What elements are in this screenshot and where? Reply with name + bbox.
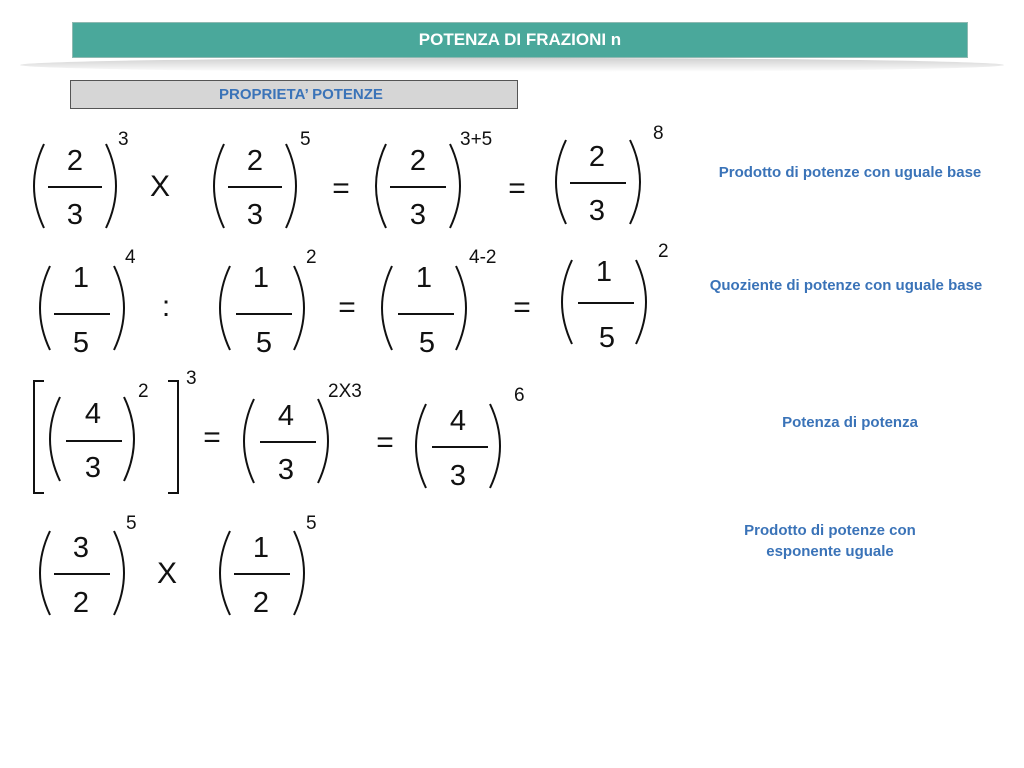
numerator: 1	[595, 256, 613, 288]
operator: =	[203, 421, 221, 454]
exponent: 3+5	[460, 129, 493, 150]
denominator: 2	[72, 587, 90, 619]
denominator: 5	[72, 327, 90, 359]
exponent: 5	[126, 513, 137, 534]
numerator: 1	[415, 262, 433, 294]
fraction-bar	[236, 313, 292, 315]
fraction-bar	[234, 573, 290, 575]
fraction-bar	[390, 186, 446, 188]
exponent: 2	[138, 381, 149, 402]
numerator: 4	[277, 400, 295, 432]
fraction-bar	[54, 573, 110, 575]
rule-label-line-2: esponente uguale	[766, 543, 894, 560]
numerator: 3	[72, 532, 90, 564]
operator: X	[149, 170, 171, 203]
fraction-bar	[578, 302, 634, 304]
exponent: 2	[306, 247, 317, 268]
denominator: 5	[598, 322, 616, 354]
denominator: 2	[252, 587, 270, 619]
numerator: 1	[252, 262, 270, 294]
operator: :	[161, 290, 171, 323]
operator: =	[508, 172, 526, 205]
fraction-bar	[260, 441, 316, 443]
page-title: POTENZA DI FRAZIONI n	[72, 22, 968, 58]
exponent: 5	[306, 513, 317, 534]
operator: =	[338, 291, 356, 324]
exponent: 5	[300, 129, 311, 150]
exponent: 4-2	[469, 247, 497, 268]
rule-label-line-1: Prodotto di potenze con	[744, 522, 916, 539]
exponent: 4	[125, 247, 136, 268]
numerator: 1	[72, 262, 90, 294]
fraction-bar	[48, 186, 102, 188]
exponent: 2	[658, 241, 669, 262]
exponent: 2X3	[328, 381, 362, 402]
denominator: 3	[588, 195, 606, 227]
outer-exponent: 3	[186, 368, 197, 389]
rule-label: Prodotto di potenze con uguale base	[718, 164, 982, 181]
fraction-bar	[570, 182, 626, 184]
numerator: 2	[409, 145, 427, 177]
exponent: 3	[118, 129, 129, 150]
operator: =	[376, 426, 394, 459]
numerator: 1	[252, 532, 270, 564]
numerator: 2	[66, 145, 84, 177]
exponent: 6	[514, 385, 525, 406]
denominator: 3	[449, 460, 467, 492]
rule-label	[680, 520, 980, 562]
rule-label: Potenza di potenza	[782, 414, 918, 431]
denominator: 3	[409, 199, 427, 231]
fraction-bar	[66, 440, 122, 442]
operator: =	[513, 291, 531, 324]
section-label: PROPRIETA’ POTENZE	[70, 80, 518, 109]
title-shadow	[20, 58, 1004, 72]
denominator: 3	[66, 199, 84, 231]
fraction-bar	[228, 186, 282, 188]
rule-label: Quoziente di potenze con uguale base	[709, 277, 983, 294]
fraction-bar	[432, 446, 488, 448]
operator: X	[156, 557, 178, 590]
denominator: 5	[255, 327, 273, 359]
exponent: 8	[653, 123, 664, 144]
fraction-bar	[398, 313, 454, 315]
numerator: 4	[449, 405, 467, 437]
denominator: 3	[277, 454, 295, 486]
numerator: 4	[84, 398, 102, 430]
denominator: 3	[84, 452, 102, 484]
operator: =	[332, 172, 350, 205]
numerator: 2	[246, 145, 264, 177]
fraction-bar	[54, 313, 110, 315]
numerator: 2	[588, 141, 606, 173]
denominator: 5	[418, 327, 436, 359]
denominator: 3	[246, 199, 264, 231]
